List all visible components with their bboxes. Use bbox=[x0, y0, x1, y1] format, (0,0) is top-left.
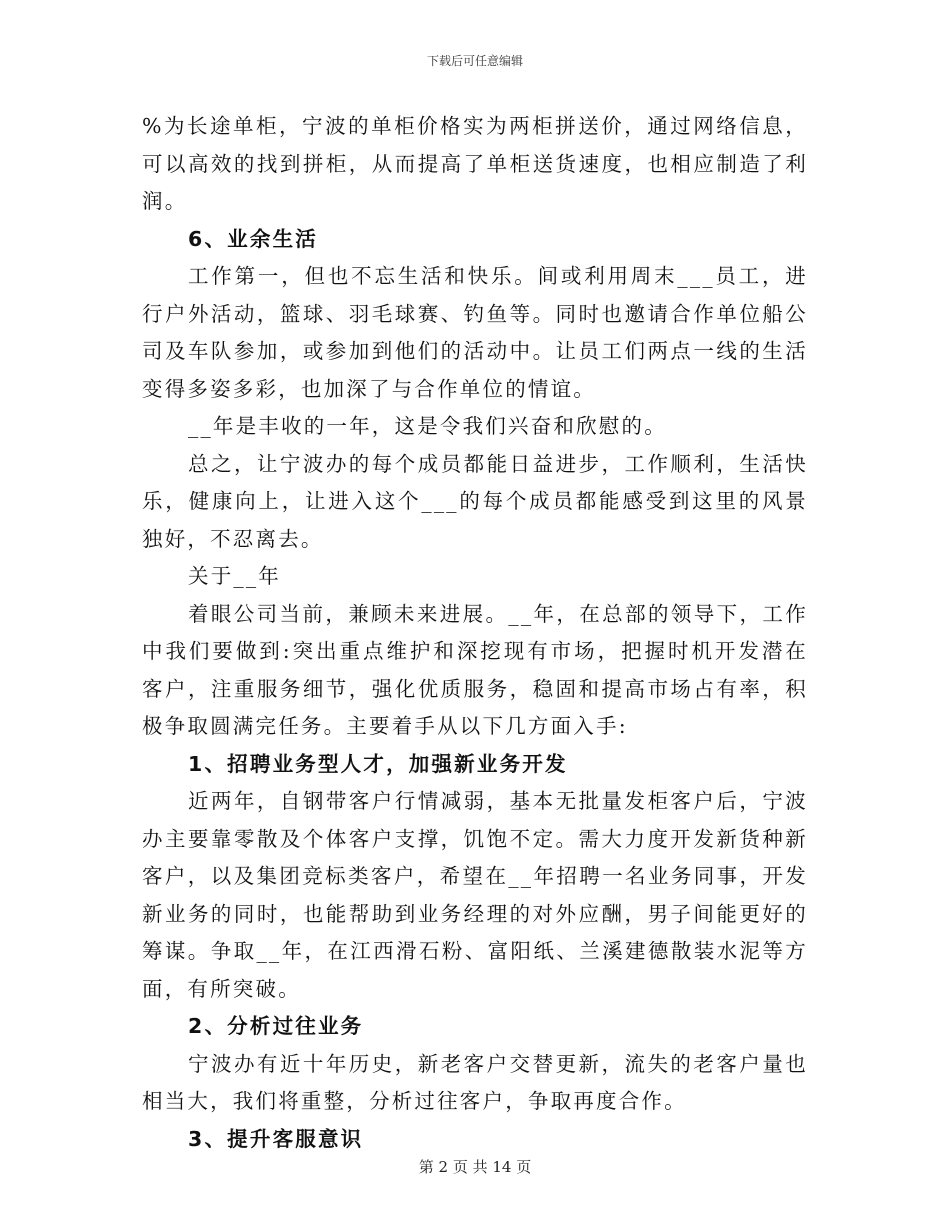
paragraph-analysis: 宁波办有近十年历史，新老客户交替更新，流失的老客户量也相当大，我们将重整，分析过往客户，争取再度合作。 bbox=[142, 1051, 808, 1113]
paragraph-plan-intro: 着眼公司当前，兼顾未来进展。__年，在总部的领导下，工作中我们要做到:突出重点维护和深挖现有市场，把握时机开发潜在客户，注重服务细节，强化优质服务，稳固和提高市场占有率，积极争取圆满完任务。主要着手从以下几方面入手: bbox=[142, 601, 808, 738]
paragraph-about-year: 关于__年 bbox=[188, 564, 281, 588]
paragraph-recruitment: 近两年，自钢带客户行情减弱，基本无批量发柜客户后，宁波办主要靠零散及个体客户支撑，饥饱不定。需大力度开发新货种新客户，以及集团竞标类客户，希望在__年招聘一名业务同事，开发新业务的同时，也能帮助到业务经理的对外应酬，男子间能更好的筹谋。争取__年，在江西滑石粉、富阳纸、兰溪建德散装水泥等方面，有所突破。 bbox=[142, 789, 808, 1001]
section-heading-3: 3、提升客服意识 bbox=[188, 1126, 364, 1151]
section-heading-2: 2、分析过往业务 bbox=[188, 1014, 364, 1038]
section-heading-6: 6、业余生活 bbox=[188, 226, 318, 251]
section-heading-1: 1、招聘业务型人才，加强新业务开发 bbox=[188, 751, 568, 776]
page-header: 下载后可任意编辑 bbox=[426, 54, 523, 68]
paragraph-leisure: 工作第一，但也不忘生活和快乐。间或利用周末___员工，进行户外活动，篮球、羽毛球赛、钓鱼等。同时也邀请合作单位船公司及车队参加，或参加到他们的活动中。让员工们两点一线的生活变得多姿多彩，也加深了与合作单位的情谊。 bbox=[142, 264, 808, 401]
paragraph-1: %为长途单柜，宁波的单柜价格实为两柜拼送价，通过网络信息，可以高效的找到拼柜，从而提高了单柜送货速度，也相应制造了利润。 bbox=[142, 114, 808, 213]
page-footer: 第 2 页 共 14 页 bbox=[418, 1158, 532, 1176]
paragraph-summary: 总之，让宁波办的每个成员都能日益进步，工作顺利，生活快乐，健康向上，让进入这个___的每个成员都能感受到这里的风景独好，不忍离去。 bbox=[142, 451, 808, 551]
document-body bbox=[142, 108, 808, 1158]
paragraph-harvest-year: __年是丰收的一年，这是令我们兴奋和欣慰的。 bbox=[188, 414, 667, 438]
